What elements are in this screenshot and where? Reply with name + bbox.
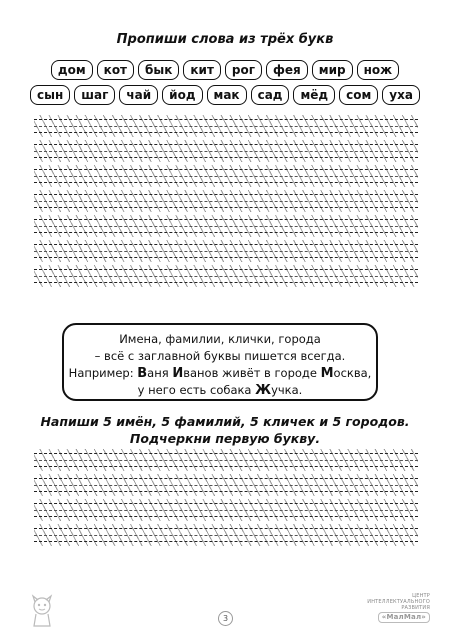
task2-line-2: Подчеркни первую букву. — [129, 431, 321, 446]
word-row-1 — [0, 60, 450, 80]
writing-line[interactable] — [34, 499, 418, 521]
publisher-logo: ЦЕНТР ИНТЕЛЛЕКТУАЛЬНОГО РАЗВИТИЯ «МалМал» — [367, 593, 430, 621]
rule-line-4: у него есть собака Жучка. — [137, 383, 303, 398]
word-chip: дом — [51, 60, 93, 80]
writing-lines-task2[interactable] — [34, 449, 418, 564]
task2-instructions — [0, 413, 450, 447]
word-chip: мак — [207, 85, 247, 105]
writing-line[interactable] — [34, 165, 418, 187]
word-chip: сад — [251, 85, 290, 105]
rule-line-2: – всё с заглавной буквы пишется всегда. — [94, 349, 346, 363]
word-chip: нож — [357, 60, 399, 80]
word-chip: фея — [266, 60, 308, 80]
mascot-icon — [28, 594, 56, 628]
writing-line[interactable] — [34, 265, 418, 287]
brand-name: «МалМал» — [378, 612, 430, 623]
word-chip: сом — [339, 85, 378, 105]
capital-letter: В — [137, 366, 148, 381]
word-chip: кит — [183, 60, 221, 80]
writing-line[interactable] — [34, 115, 418, 137]
word-chip: мёд — [293, 85, 335, 105]
word-chip: уха — [382, 85, 420, 105]
writing-lines-task1[interactable] — [34, 115, 418, 293]
rule-line-3: Например: Ваня Иванов живёт в городе Москва, — [68, 366, 372, 381]
capital-letter: Ж — [255, 383, 272, 398]
rule-box — [62, 323, 378, 401]
word-chip: сын — [30, 85, 70, 105]
writing-line[interactable] — [34, 524, 418, 546]
task2-line-1: Напиши 5 имён, 5 фамилий, 5 кличек и 5 городов. — [40, 414, 410, 429]
word-chip: шаг — [74, 85, 115, 105]
word-row-2 — [0, 85, 450, 105]
rule-line-1: Имена, фамилии, клички, города — [119, 332, 321, 346]
page-number: 3 — [218, 611, 233, 626]
word-chip: кот — [97, 60, 134, 80]
capital-letter: И — [172, 366, 184, 381]
writing-line[interactable] — [34, 140, 418, 162]
capital-letter: М — [320, 366, 334, 381]
word-chip: йод — [162, 85, 202, 105]
writing-line[interactable] — [34, 240, 418, 262]
writing-line[interactable] — [34, 449, 418, 471]
word-chip: рог — [225, 60, 262, 80]
writing-line[interactable] — [34, 474, 418, 496]
task1-title: Пропиши слова из трёх букв — [116, 32, 334, 47]
word-chip: мир — [312, 60, 353, 80]
writing-line[interactable] — [34, 215, 418, 237]
word-chip: бык — [138, 60, 179, 80]
word-chip: чай — [119, 85, 158, 105]
writing-line[interactable] — [34, 190, 418, 212]
